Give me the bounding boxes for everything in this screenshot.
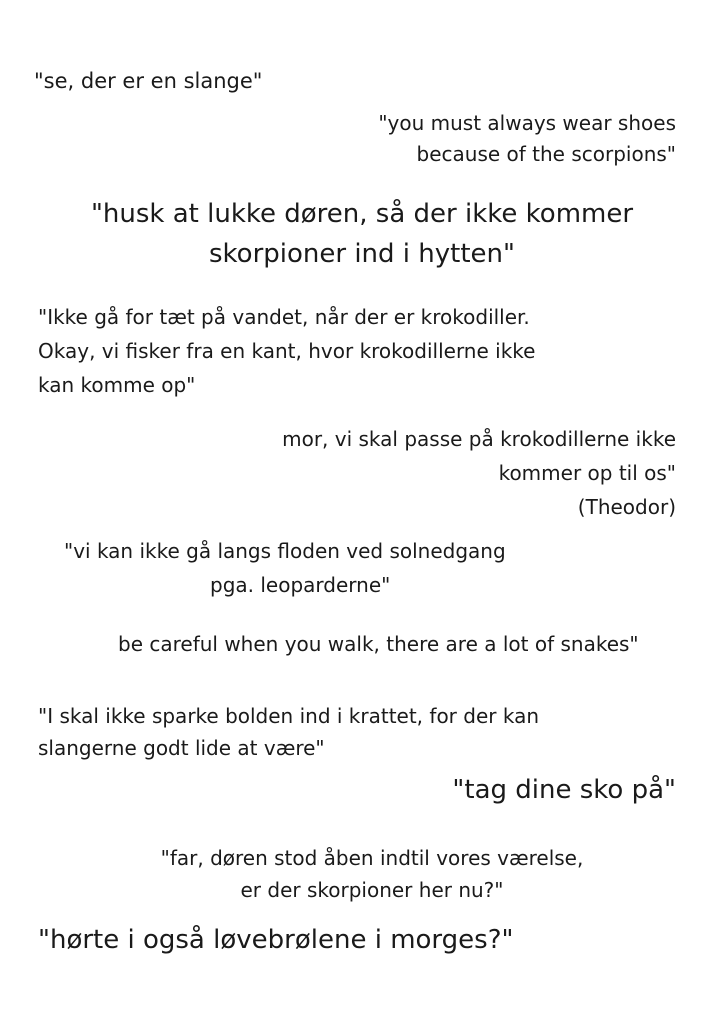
quote-theodor [282, 422, 676, 524]
quote-line: kan komme op" [38, 373, 196, 397]
quote-leopards [64, 534, 506, 602]
quote-line: slangerne godt lide at være" [38, 736, 325, 760]
quote-line: "husk at lukke døren, så der ikke kommer [90, 199, 634, 229]
quote-shoes-on [452, 772, 676, 808]
quote-line: "you must always wear shoes [378, 111, 676, 135]
quote-line: because of the scorpions" [416, 142, 676, 166]
quote-line: "far, døren stod åben indtil vores værelse, [160, 846, 584, 870]
quote-snake [34, 66, 262, 96]
quote-ball-bushes [38, 700, 539, 764]
quote-line: skorpioner ind i hytten" [209, 239, 515, 269]
quote-line: Okay, vi fisker fra en kant, hvor krokodillerne ikke [38, 339, 536, 363]
quote-line: "tag dine sko på" [452, 775, 676, 805]
quote-line: "I skal ikke sparke bolden ind i krattet, for der kan [38, 704, 539, 728]
quote-line: be careful when you walk, there are a lot of snakes" [118, 632, 639, 656]
quote-lion-roars [38, 920, 513, 960]
quote-door-open [0, 842, 724, 906]
quote-shoes-scorpions [378, 108, 676, 170]
quote-close-door [0, 194, 724, 274]
quote-line: "Ikke gå for tæt på vandet, når der er krokodiller. [38, 305, 530, 329]
quote-line: "hørte i også løvebrølene i morges?" [38, 925, 514, 955]
quote-line: pga. leoparderne" [210, 573, 391, 597]
quote-line: "vi kan ikke gå langs floden ved solnedgang [64, 539, 506, 563]
quote-line: kommer op til os" [498, 461, 676, 485]
quote-line: mor, vi skal passe på krokodillerne ikke [282, 427, 676, 451]
quote-line: er der skorpioner her nu?" [240, 878, 504, 902]
quote-attribution: (Theodor) [577, 495, 676, 519]
quote-crocodiles-water [38, 300, 535, 402]
quote-snakes-walk [118, 628, 639, 660]
quote-line: "se, der er en slange" [34, 69, 263, 93]
